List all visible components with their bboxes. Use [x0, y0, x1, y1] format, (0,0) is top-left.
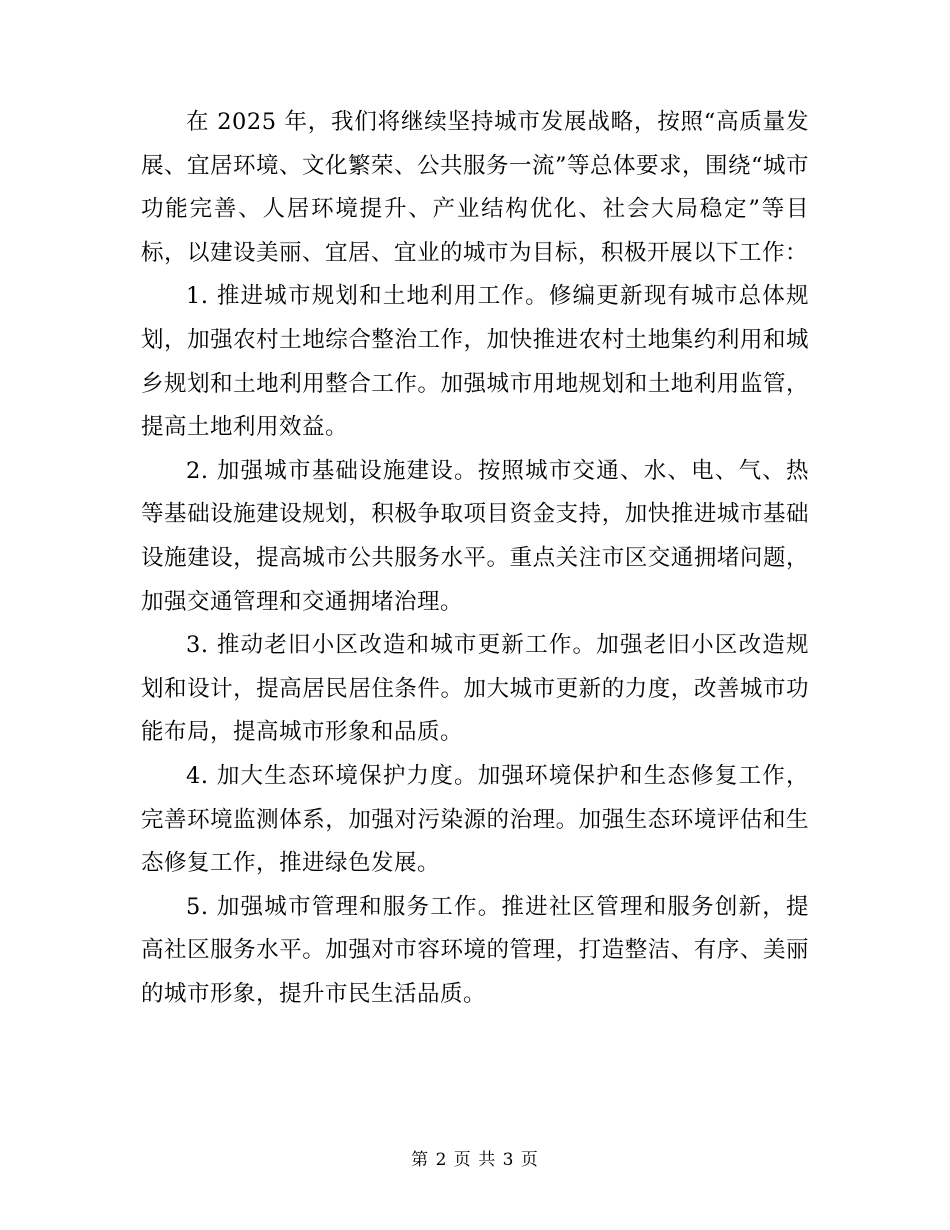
item-3-paragraph: 3. 推动老旧小区改造和城市更新工作。加强老旧小区改造规划和设计，提高居民居住条件。加大城市更新的力度，改善城市功能布局，提高城市形象和品质。: [141, 632, 809, 746]
item-5-paragraph: 5. 加强城市管理和服务工作。推进社区管理和服务创新，提高社区服务水平。加强对市容环境的管理，打造整洁、有序、美丽的城市形象，提升市民生活品质。: [141, 893, 809, 1007]
document-body: [141, 101, 809, 1016]
item-4-paragraph: 4. 加大生态环境保护力度。加强环境保护和生态修复工作，完善环境监测体系，加强对污染源的治理。加强生态环境评估和生态修复工作，推进绿色发展。: [141, 762, 809, 877]
page-number-footer: 第 2 页 共 3 页: [411, 1150, 539, 1170]
item-1-paragraph: 1. 推进城市规划和土地利用工作。修编更新现有城市总体规划，加强农村土地综合整治工作，加快推进农村土地集约利用和城乡规划和土地利用整合工作。加强城市用地规划和土地利用监管，提高土地利用效益。: [141, 283, 809, 441]
item-2-paragraph: 2. 加强城市基础设施建设。按照城市交通、水、电、气、热等基础设施建设规划，积极争取项目资金支持，加快推进城市基础设施建设，提高城市公共服务水平。重点关注市区交通拥堵问题，加强交通管理和交通拥堵治理。: [141, 457, 809, 615]
intro-paragraph: 在 2025 年，我们将继续坚持城市发展战略，按照“高质量发展、宜居环境、文化繁荣、公共服务一流”等总体要求，围绕“城市功能完善、人居环境提升、产业结构优化、社会大局稳定”等目标，以建设美丽、宜居、宜业的城市为目标，积极开展以下工作：: [141, 109, 810, 266]
